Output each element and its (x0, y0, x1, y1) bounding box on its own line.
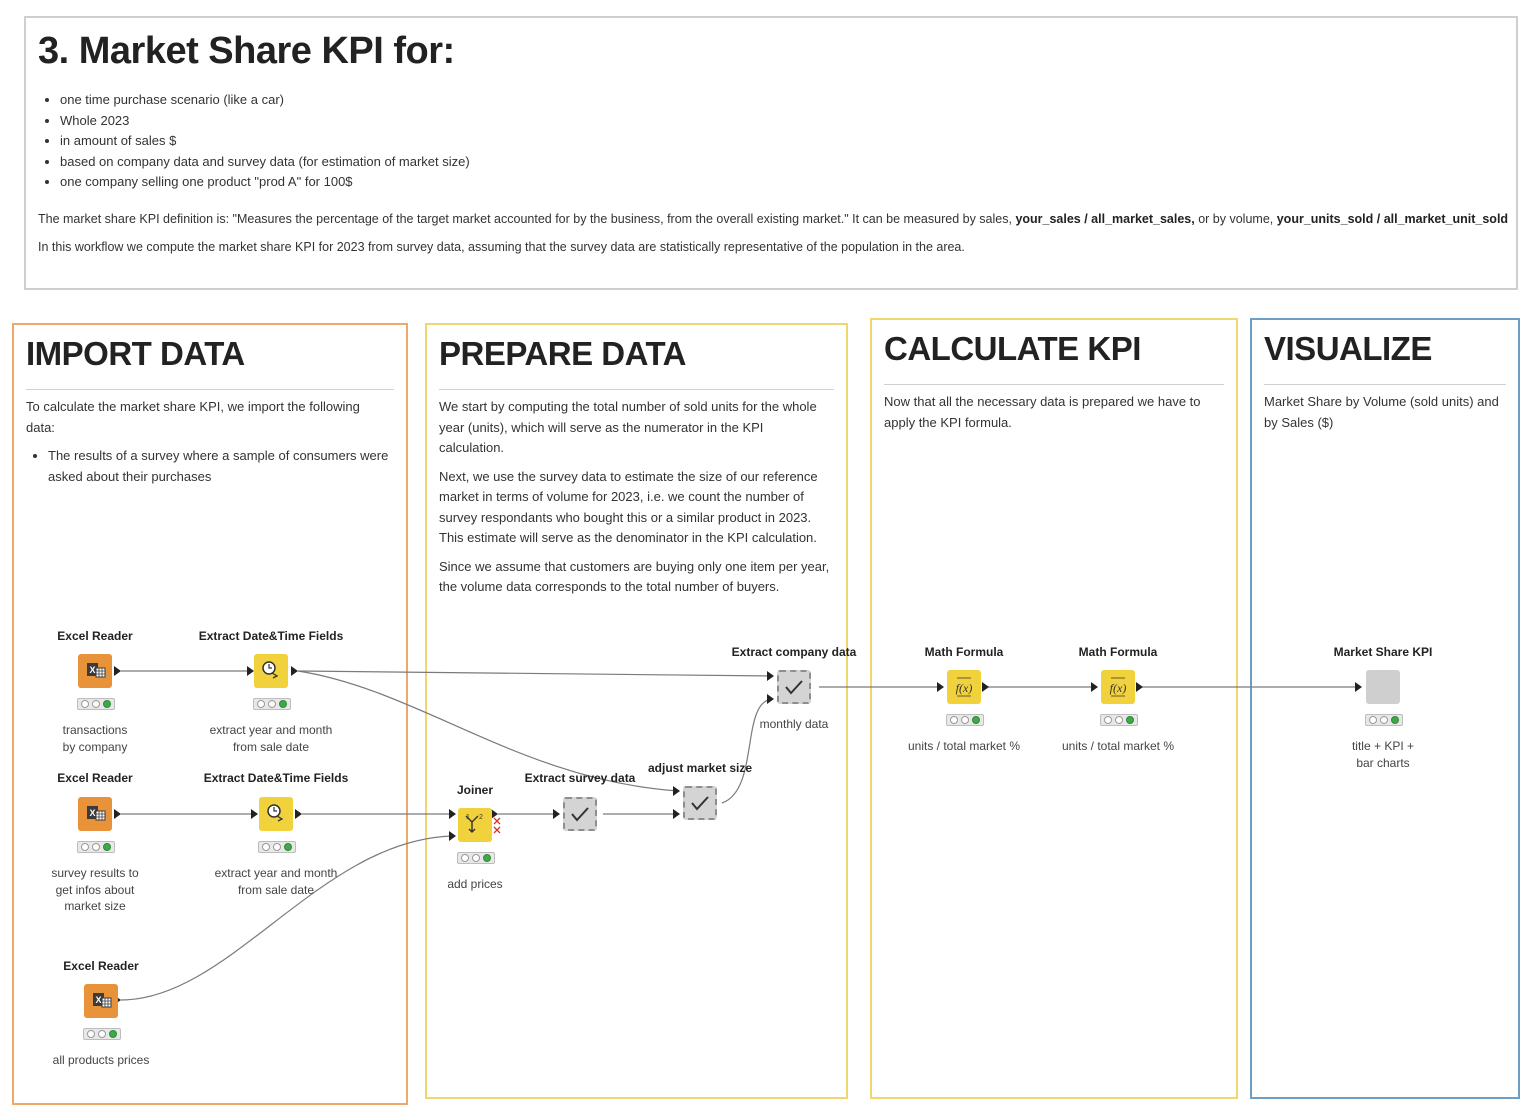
node-label[interactable]: monthly data (759, 717, 829, 731)
node-label[interactable]: transactions by company (62, 723, 128, 754)
node-title: adjust market size (647, 761, 753, 775)
section-description (439, 397, 832, 606)
section-description (1264, 392, 1504, 441)
bullet-item: • one time purchase scenario (like a car) (60, 90, 470, 111)
metanode-check-icon[interactable] (777, 670, 811, 704)
kpi-definition-text (38, 212, 1508, 226)
node-title: Extract survey data (524, 771, 636, 785)
definition-prefix: The market share KPI definition is: "Measures the percentage of the target market accounted for by the business, from the overall existing market." It can be measured by sales, (38, 212, 1012, 226)
node-title: Excel Reader (57, 629, 133, 643)
volume-formula: your_units_sold / all_market_unit_sold (1276, 212, 1509, 226)
bullet-item: • in amount of sales $ (60, 131, 470, 152)
datetime-clock-icon[interactable] (259, 797, 293, 831)
section-divider (884, 384, 1224, 385)
node-label[interactable]: extract year and month from sale date (214, 866, 338, 897)
section-title: VISUALIZE (1264, 330, 1432, 367)
prepare-data-annotation[interactable] (425, 323, 848, 1099)
section-divider (1264, 384, 1506, 385)
excel-reader-icon[interactable] (78, 797, 112, 831)
svg-text:f(x): f(x) (955, 681, 973, 695)
node-title: Market Share KPI (1333, 645, 1433, 659)
svg-text:X: X (89, 665, 96, 675)
node-label[interactable]: extract year and month from sale date (209, 723, 333, 754)
node-status-indicator (1365, 714, 1403, 726)
sales-formula: your_sales / all_market_sales, (1015, 212, 1195, 226)
visualize-annotation[interactable] (1250, 318, 1520, 1099)
node-status-indicator (83, 1028, 121, 1040)
datetime-clock-icon[interactable] (254, 654, 288, 688)
node-status-indicator (253, 698, 291, 710)
svg-text:1: 1 (466, 814, 470, 821)
bullet-item: • based on company data and survey data (for estimation of market size) (60, 152, 470, 173)
node-label[interactable]: add prices (447, 877, 503, 891)
workflow-description-box (24, 16, 1518, 290)
calculate-kpi-annotation[interactable] (870, 318, 1238, 1099)
definition-mid: or by volume, (1194, 212, 1274, 226)
node-status-indicator (946, 714, 984, 726)
import-intro: To calculate the market share KPI, we import the following data: (26, 399, 360, 435)
section-divider (26, 389, 394, 390)
metanode-check-icon[interactable] (683, 786, 717, 820)
formula-fx-icon[interactable] (947, 670, 981, 704)
section-description (26, 397, 392, 487)
page-title: 3. Market Share KPI for: (38, 30, 455, 72)
svg-text:X: X (89, 808, 96, 818)
import-data-annotation[interactable] (12, 323, 408, 1105)
node-status-indicator (77, 841, 115, 853)
prepare-paragraph-2: Next, we use the survey data to estimate the size of our reference market in terms of volume for 2023, i.e. we count the number of survey respondants who bought this or a similar product in 2023. This estimate will serve as the denominator in the KPI calculation. (439, 468, 818, 545)
section-title: IMPORT DATA (26, 335, 245, 372)
prepare-paragraph-1: We start by computing the total number of sold units for the whole year (units), which will serve as the numerator in the KPI calculation. (439, 399, 817, 455)
node-status-indicator (1100, 714, 1138, 726)
node-title: Excel Reader (57, 771, 133, 785)
svg-text:2: 2 (479, 814, 483, 821)
joiner-icon[interactable] (458, 808, 492, 842)
node-title: Extract Date&Time Fields (203, 771, 349, 785)
node-label[interactable]: survey results to get infos about market size (51, 866, 139, 913)
node-label[interactable]: units / total market % (1061, 739, 1175, 753)
workflow-note: In this workflow we compute the market share KPI for 2023 from survey data, assuming that the survey data are statistically representative of the population in the area. (38, 240, 965, 254)
bullet-item: • one company selling one product "prod A" for 100$ (60, 172, 470, 193)
section-title: CALCULATE KPI (884, 330, 1141, 367)
node-title: Excel Reader (63, 959, 139, 973)
excel-reader-icon[interactable] (78, 654, 112, 688)
section-title: PREPARE DATA (439, 335, 687, 372)
node-label[interactable]: title + KPI + bar charts (1351, 739, 1415, 770)
svg-text:X: X (95, 995, 102, 1005)
node-label[interactable]: all products prices (52, 1053, 150, 1067)
calc-text: Now that all the necessary data is prepared we have to apply the KPI formula. (884, 394, 1201, 430)
node-status-indicator (457, 852, 495, 864)
bullet-item: • Whole 2023 (60, 111, 470, 132)
svg-text:f(x): f(x) (1109, 681, 1127, 695)
section-description (884, 392, 1222, 441)
excel-reader-icon[interactable] (84, 984, 118, 1018)
node-label[interactable]: units / total market % (907, 739, 1021, 753)
section-divider (439, 389, 834, 390)
node-title: Extract company data (731, 645, 857, 659)
prepare-paragraph-3: Since we assume that customers are buying only one item per year, the volume data corresponds to the total number of buyers. (439, 558, 830, 594)
node-status-indicator (258, 841, 296, 853)
import-bullet: • The results of a survey where a sample of consumers were asked about their purchases (48, 446, 392, 487)
node-title: Extract Date&Time Fields (198, 629, 344, 643)
scenario-bullet-list (42, 90, 470, 193)
component-icon[interactable] (1366, 670, 1400, 704)
node-title: Math Formula (924, 645, 1004, 659)
metanode-check-icon[interactable] (563, 797, 597, 831)
viz-text: Market Share by Volume (sold units) and by Sales ($) (1264, 394, 1499, 430)
node-title: Joiner (456, 783, 494, 797)
node-status-indicator (77, 698, 115, 710)
node-title: Math Formula (1078, 645, 1158, 659)
formula-fx-icon[interactable] (1101, 670, 1135, 704)
